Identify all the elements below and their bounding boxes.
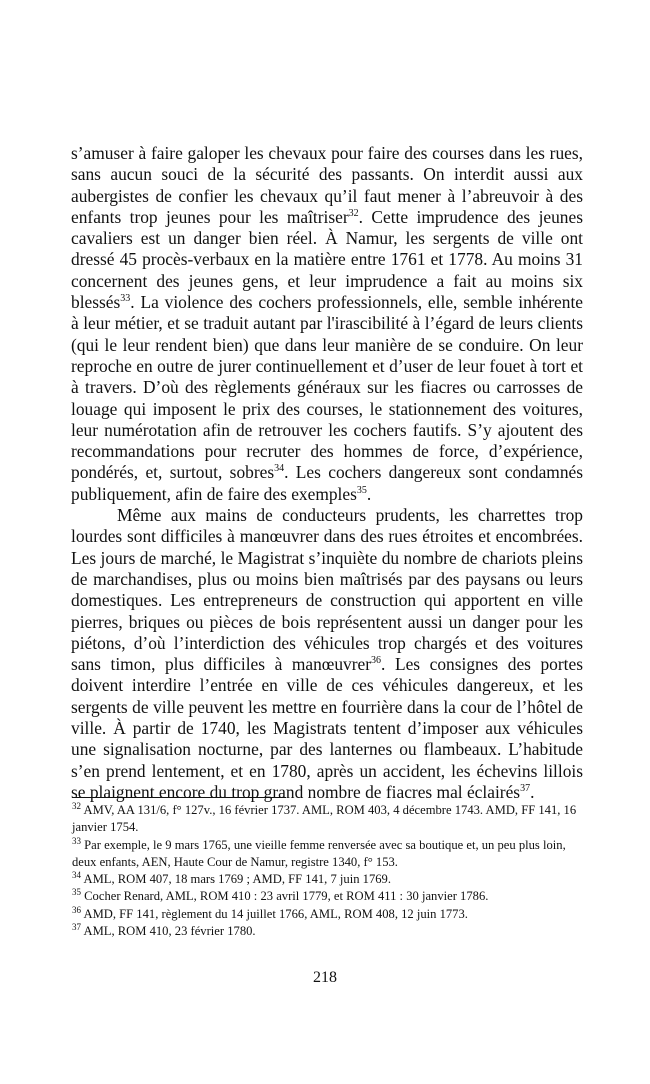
footnote-reference: 32 <box>348 208 359 220</box>
footnote-text: AML, ROM 407, 18 mars 1769 ; AMD, FF 141, 7 juin 1769. <box>83 872 391 887</box>
footnote-reference: 33 <box>120 293 131 305</box>
footnote-text: Cocher Renard, AML, ROM 410 : 23 avril 1779, et ROM 411 : 30 janvier 1786. <box>84 889 489 904</box>
footnote-number: 34 <box>72 870 81 880</box>
footnote <box>72 837 584 872</box>
footnote-number: 36 <box>72 904 81 915</box>
text-run: . La violence des cochers professionnels, elle, semble inhérente à leur métier, et se traduit autant par l'irascibilité à l’égard de leurs clients (qui le leur rendent bien) que dans leur manière de se conduire. On leur reproche en outre de jurer continuellement et d’user de leur fouet à tort et à travers. D’où des règlements généraux sur les fiacres ou carrosses de louage qui imposent le prix des courses, le stationnement des voitures, leur numérotation afin de retrouver les cochers fautifs. S’y ajoutent des recommandations pour recruter des hommes de force, d’expérience, pondérés, et, surtout, sobres <box>71 292 583 483</box>
footnote-text: AMD, FF 141, règlement du 14 juillet 1766, AML, ROM 408, 12 juin 1773. <box>83 906 468 921</box>
text-run: . <box>530 781 535 802</box>
footnote <box>72 802 584 837</box>
footnote-number: 32 <box>72 800 81 811</box>
paragraph <box>71 505 583 803</box>
footnote-reference: 34 <box>274 463 285 475</box>
footnote-reference: 36 <box>371 655 382 667</box>
footnote-text: Par exemple, le 9 mars 1765, une vieille femme renversée avec sa boutique et, un peu plus loin, deux enfants, AEN, Haute Cour de Namur, registre 1340, f° 153. <box>72 837 566 869</box>
footnote-reference: 35 <box>356 484 367 496</box>
footnote-text: AML, ROM 410, 23 février 1780. <box>83 924 256 939</box>
text-run: . Les consignes des portes doivent interdire l’entrée en ville de ces véhicules dangereux, et les sergents de ville peuvent les mettre en fourrière dans la cour de l’hôtel de ville. À partir de 1740, les Magistrats tentent d’imposer aux véhicules une signalisation nocturne, par des lanternes ou flambeaux. L’habitude s’en prend lentement, et en 1780, après un accident, les échevins lillois se plaignent encore du trop grand nombre de fiacres mal éclairés <box>71 654 583 802</box>
footnote-separator <box>72 797 286 798</box>
footnote <box>72 871 584 888</box>
text-run: s’amuser à faire galoper les chevaux pour faire des courses dans les rues, sans aucun souci de la sécurité des passants. On interdit aussi aux aubergistes de confier les chevaux qu’il faut mener à l’abreuvoir à des enfants trop jeunes pour les maîtriser <box>71 143 583 227</box>
text-run: Même aux mains de conducteurs prudents, les charrettes trop lourdes sont difficiles à manœuvrer dans des rues étroites et encombrées. Les jours de marché, le Magistrat s’inquiète du nombre de chariots pleins de marchandises, plus ou moins bien maîtrisés par des paysans ou leurs domestiques. Les entrepreneurs de construction qui apportent en ville pierres, briques ou pièces de bois représentent aussi un danger pour les piétons, d’où l’interdiction des véhicules trop chargés et des voitures sans timon, plus difficiles à manœuvrer <box>71 505 583 675</box>
footnote-number: 37 <box>72 921 81 932</box>
footnote <box>72 906 584 923</box>
footnote <box>72 888 584 905</box>
text-run: . Les cochers dangereux sont condamnés publiquement, afin de faire des exemples <box>71 462 583 504</box>
footnote-reference: 37 <box>520 783 531 795</box>
footnotes <box>72 802 584 940</box>
text-run: . Cette imprudence des jeunes cavaliers est un danger bien réel. À Namur, les sergents de ville ont dressé 45 procès-verbaux en la matière entre 1761 et 1778. Au moins 31 concernent des jeunes gens, et leur imprudence a fait au moins six blessés <box>71 206 583 313</box>
body-text <box>71 143 583 803</box>
footnote-text: AMV, AA 131/6, f° 127v., 16 février 1737. AML, ROM 403, 4 décembre 1743. AMD, FF 141, 16 janvier 1754. <box>72 803 577 835</box>
footnote-number: 35 <box>72 887 81 898</box>
paragraph <box>71 143 583 505</box>
text-run: . <box>366 483 372 504</box>
footnote-number: 33 <box>72 835 81 846</box>
footnote <box>72 923 584 940</box>
page-number: 218 <box>313 969 337 986</box>
